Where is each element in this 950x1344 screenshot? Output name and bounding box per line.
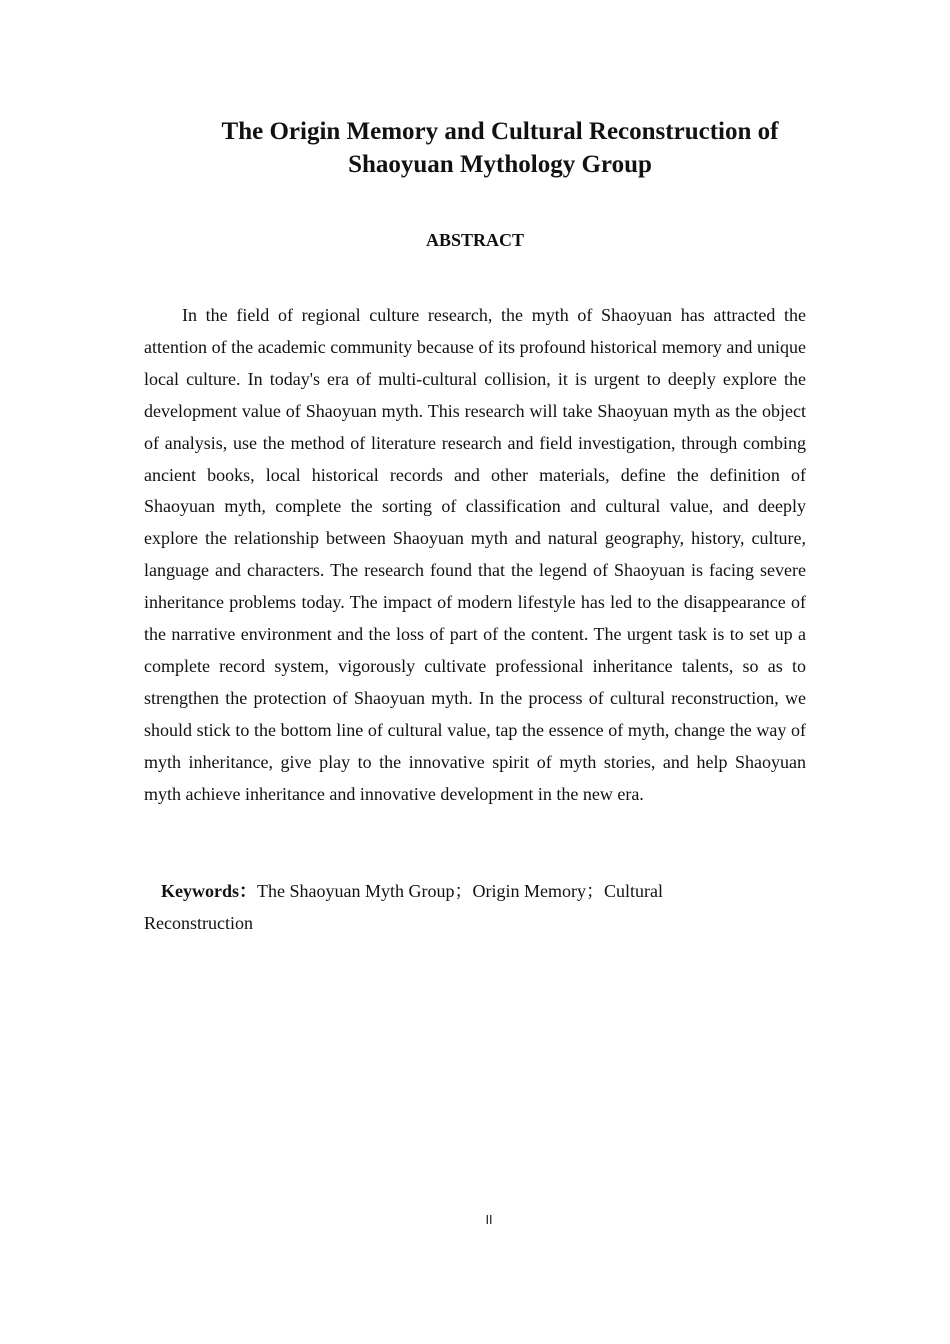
- keywords-line: [144, 875, 704, 939]
- paper-title-line-1: The Origin Memory and Cultural Reconstruction of: [221, 118, 779, 145]
- abstract-paragraph: In the field of regional culture research, the myth of Shaoyuan has attracted the attention of the academic community because of its profound historical memory and unique local culture. In today's era of multi-cultural collision, it is urgent to deeply explore the development value of Shaoyuan myth. This research will take Shaoyuan myth as the object of analysis, use the method of literature research and field investigation, through combing ancient books, local historical records and other materials, define the definition of Shaoyuan myth, complete the sorting of classification and cultural value, and deeply explore the relationship between Shaoyuan myth and natural geography, history, culture, language and characters. The research found that the legend of Shaoyuan is facing severe inheritance problems today. The impact of modern lifestyle has led to the disappearance of the narrative environment and the loss of part of the content. The urgent task is to set up a complete record system, vigorously cultivate professional inheritance talents, so as to strengthen the protection of Shaoyuan myth. In the process of cultural reconstruction, we should stick to the bottom line of cultural value, tap the essence of myth, change the way of myth inheritance, give play to the innovative spirit of myth stories, and help Shaoyuan myth achieve inheritance and innovative development in the new era.: [144, 305, 806, 804]
- abstract-heading: ABSTRACT: [425, 230, 525, 250]
- page-number: II: [485, 1213, 493, 1227]
- paper-title: [175, 115, 825, 181]
- keywords-text: The Shaoyuan Myth Group；Origin Memory；Cultural Reconstruction: [144, 881, 663, 933]
- paper-title-line-2: Shaoyuan Mythology Group: [348, 151, 652, 178]
- keywords-label: Keywords：: [161, 881, 257, 901]
